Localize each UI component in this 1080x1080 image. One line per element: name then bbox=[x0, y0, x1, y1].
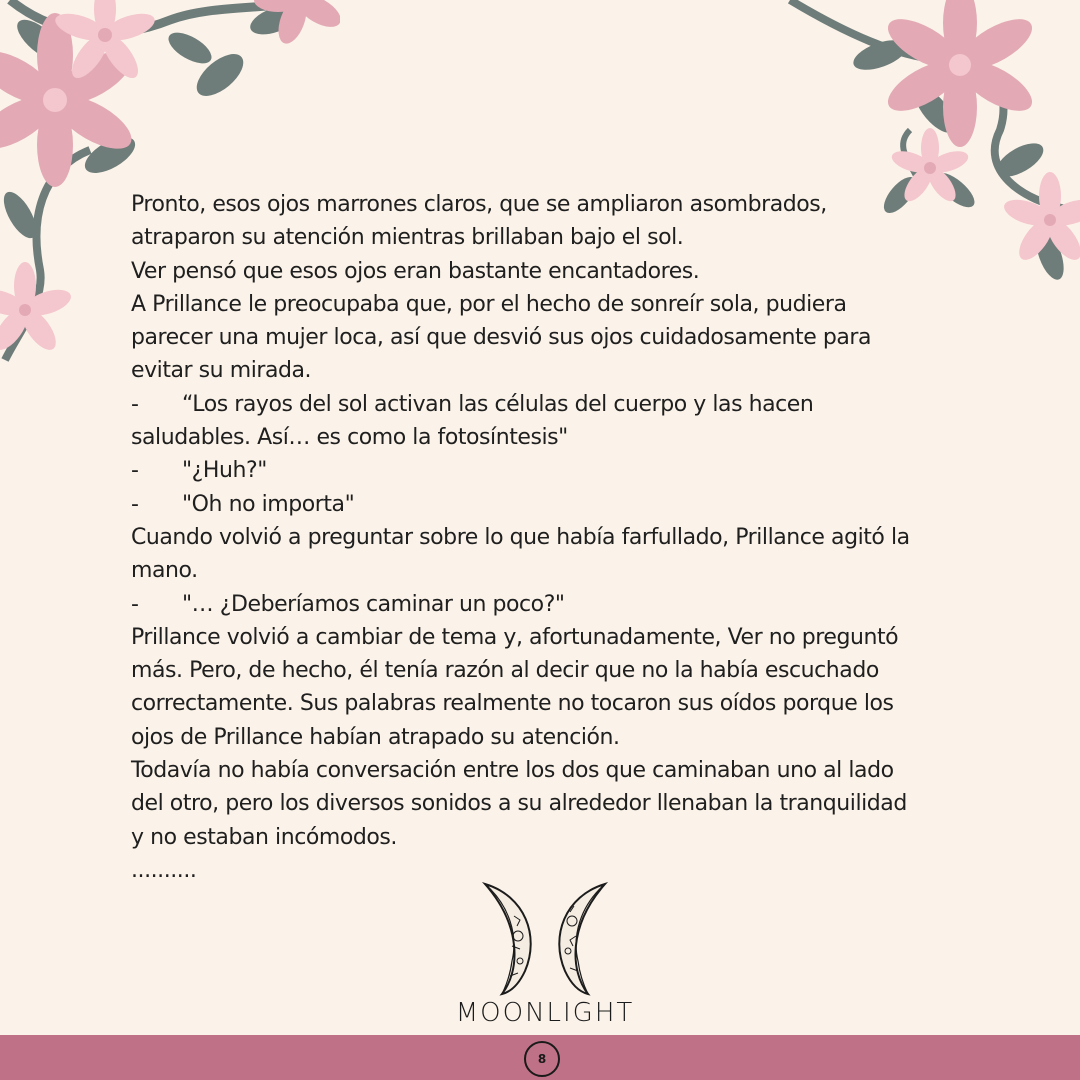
dialogue-text: "¿Huh?" bbox=[182, 458, 267, 484]
story-paragraph: Todavía no había conversación entre los dos que caminaban uno al lado del otro, pero los diversos sonidos a su alrededor llenaban la tranquilidad y no estaban incómodos. bbox=[131, 758, 907, 850]
dialogue-text: “Los rayos del sol activan las células del cuerpo y las hacen saludables. Así… es como la fotosíntesis" bbox=[131, 391, 814, 451]
story-paragraph: Prillance volvió a cambiar de tema y, afortunadamente, Ver no preguntó más. Pero, de hecho, él tenía razón al decir que no la había escuchado correctamente. Sus palabras realmente no tocaron sus oídos porque los ojos de Prillance habían atrapado su atención. bbox=[131, 624, 899, 750]
double-moon-icon bbox=[440, 876, 650, 996]
page-number: 8 bbox=[524, 1041, 560, 1077]
moonlight-logo bbox=[440, 876, 640, 1036]
dialogue-line bbox=[131, 488, 921, 521]
story-paragraph: Ver pensó que esos ojos eran bastante encantadores. bbox=[131, 258, 700, 284]
dialogue-text: "Oh no importa" bbox=[182, 491, 355, 517]
story-paragraph: A Prillance le preocupaba que, por el hecho de sonreír sola, pudiera parecer una mujer loca, así que desvió sus ojos cuidadosamente para evitar su mirada. bbox=[131, 291, 872, 384]
section-ellipsis: .......... bbox=[131, 857, 197, 883]
dialogue-dash: - bbox=[131, 491, 139, 517]
dialogue-text: "… ¿Deberíamos caminar un poco?" bbox=[182, 591, 565, 617]
dialogue-line bbox=[131, 388, 921, 455]
logo-wordmark: MOONLIGHT bbox=[455, 998, 635, 1028]
story-paragraph: Pronto, esos ojos marrones claros, que se ampliaron asombrados, atraparon su atención mientras brillaban bajo el sol. bbox=[131, 192, 827, 251]
dialogue-dash: - bbox=[131, 458, 139, 484]
story-text bbox=[131, 188, 921, 887]
dialogue-dash: - bbox=[131, 591, 139, 617]
dialogue-line bbox=[131, 454, 921, 487]
story-paragraph: Cuando volvió a preguntar sobre lo que había farfullado, Prillance agitó la mano. bbox=[131, 524, 910, 584]
dialogue-dash: - bbox=[131, 391, 139, 417]
dialogue-line bbox=[131, 588, 921, 621]
